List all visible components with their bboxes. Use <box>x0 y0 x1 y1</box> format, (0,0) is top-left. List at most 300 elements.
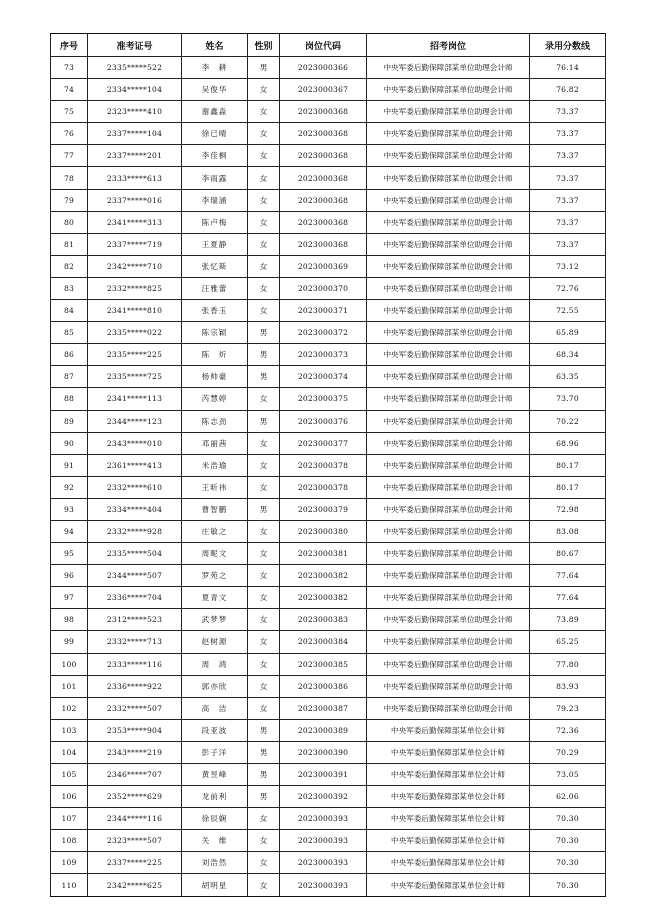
cell-post-code: 2023000371 <box>280 300 367 322</box>
cell-post-code: 2023000393 <box>280 830 367 852</box>
cell-score: 73.05 <box>530 764 606 786</box>
cell-post-code: 2023000387 <box>280 697 367 719</box>
cell-score: 80.17 <box>530 476 606 498</box>
cell-score: 70.30 <box>530 852 606 874</box>
header-ticket-number: 准考证号 <box>88 34 182 57</box>
header-serial-number: 序号 <box>51 34 88 57</box>
table-row <box>51 233 606 255</box>
cell-gender: 男 <box>248 719 280 741</box>
cell-score: 77.64 <box>530 565 606 587</box>
cell-name: 徐已晴 <box>182 123 248 145</box>
cell-post-code: 2023000379 <box>280 498 367 520</box>
cell-post-code: 2023000375 <box>280 388 367 410</box>
cell-ticket-number: 2353*****904 <box>88 719 182 741</box>
cell-post: 中央军委后勤保障部某单位助理会计师 <box>367 476 530 498</box>
cell-name: 谢鑫淼 <box>182 101 248 123</box>
cell-ticket-number: 2335*****522 <box>88 57 182 79</box>
table-row <box>51 609 606 631</box>
cell-name: 李雨露 <box>182 167 248 189</box>
cell-post: 中央军委后勤保障部某单位助理会计师 <box>367 587 530 609</box>
header-gender: 性别 <box>248 34 280 57</box>
table-row <box>51 388 606 410</box>
cell-name: 米浩瑜 <box>182 454 248 476</box>
table-row <box>51 322 606 344</box>
cell-name: 龙前利 <box>182 786 248 808</box>
cell-score: 63.35 <box>530 366 606 388</box>
cell-post-code: 2023000368 <box>280 167 367 189</box>
cell-post-code: 2023000367 <box>280 79 367 101</box>
cell-post-code: 2023000378 <box>280 476 367 498</box>
cell-post: 中央军委后勤保障部某单位助理会计师 <box>367 520 530 542</box>
cell-serial-number: 79 <box>51 189 88 211</box>
cell-ticket-number: 2323*****410 <box>88 101 182 123</box>
table-row <box>51 300 606 322</box>
table-header <box>51 34 606 57</box>
cell-serial-number: 85 <box>51 322 88 344</box>
cell-post-code: 2023000368 <box>280 189 367 211</box>
cell-post-code: 2023000380 <box>280 520 367 542</box>
cell-gender: 女 <box>248 852 280 874</box>
table-row <box>51 764 606 786</box>
cell-serial-number: 86 <box>51 344 88 366</box>
cell-ticket-number: 2336*****704 <box>88 587 182 609</box>
cell-ticket-number: 2341*****113 <box>88 388 182 410</box>
cell-score: 80.67 <box>530 543 606 565</box>
header-name: 姓名 <box>182 34 248 57</box>
cell-score: 72.55 <box>530 300 606 322</box>
cell-name: 杨帅豪 <box>182 366 248 388</box>
cell-name: 邓丽茜 <box>182 432 248 454</box>
cell-ticket-number: 2341*****313 <box>88 211 182 233</box>
cell-serial-number: 89 <box>51 410 88 432</box>
cell-ticket-number: 2332*****713 <box>88 631 182 653</box>
cell-serial-number: 75 <box>51 101 88 123</box>
header-row <box>51 34 606 57</box>
cell-score: 65.89 <box>530 322 606 344</box>
cell-serial-number: 109 <box>51 852 88 874</box>
cell-post: 中央军委后勤保障部某单位会计师 <box>367 852 530 874</box>
cell-serial-number: 101 <box>51 675 88 697</box>
cell-post-code: 2023000393 <box>280 852 367 874</box>
cell-post-code: 2023000386 <box>280 675 367 697</box>
cell-name: 周 鸿 <box>182 653 248 675</box>
header-post-code: 岗位代码 <box>280 34 367 57</box>
table-row <box>51 852 606 874</box>
cell-name: 赵树源 <box>182 631 248 653</box>
cell-name: 陈 炘 <box>182 344 248 366</box>
cell-post: 中央军委后勤保障部某单位会计师 <box>367 786 530 808</box>
cell-name: 王夏静 <box>182 233 248 255</box>
cell-post: 中央军委后勤保障部某单位会计师 <box>367 741 530 763</box>
cell-serial-number: 74 <box>51 79 88 101</box>
cell-serial-number: 87 <box>51 366 88 388</box>
cell-post: 中央军委后勤保障部某单位助理会计师 <box>367 189 530 211</box>
cell-ticket-number: 2346*****707 <box>88 764 182 786</box>
cell-post: 中央军委后勤保障部某单位助理会计师 <box>367 322 530 344</box>
cell-name: 曹智鹏 <box>182 498 248 520</box>
cell-serial-number: 82 <box>51 255 88 277</box>
cell-name: 李 耕 <box>182 57 248 79</box>
cell-name: 王昕祎 <box>182 476 248 498</box>
cell-post-code: 2023000368 <box>280 123 367 145</box>
cell-post: 中央军委后勤保障部某单位助理会计师 <box>367 675 530 697</box>
cell-serial-number: 78 <box>51 167 88 189</box>
cell-gender: 女 <box>248 520 280 542</box>
cell-gender: 男 <box>248 786 280 808</box>
cell-post-code: 2023000390 <box>280 741 367 763</box>
cell-ticket-number: 2337*****719 <box>88 233 182 255</box>
cell-score: 80.17 <box>530 454 606 476</box>
cell-ticket-number: 2335*****725 <box>88 366 182 388</box>
table-row <box>51 432 606 454</box>
cell-score: 77.80 <box>530 653 606 675</box>
cell-score: 70.30 <box>530 874 606 896</box>
cell-gender: 男 <box>248 741 280 763</box>
cell-score: 68.96 <box>530 432 606 454</box>
cell-gender: 女 <box>248 808 280 830</box>
cell-gender: 女 <box>248 543 280 565</box>
cell-post: 中央军委后勤保障部某单位助理会计师 <box>367 277 530 299</box>
table-row <box>51 145 606 167</box>
cell-post-code: 2023000382 <box>280 565 367 587</box>
cell-serial-number: 107 <box>51 808 88 830</box>
cell-ticket-number: 2344*****116 <box>88 808 182 830</box>
cell-ticket-number: 2352*****629 <box>88 786 182 808</box>
cell-post: 中央军委后勤保障部某单位会计师 <box>367 764 530 786</box>
cell-serial-number: 81 <box>51 233 88 255</box>
cell-name: 刘浩然 <box>182 852 248 874</box>
cell-score: 73.37 <box>530 145 606 167</box>
cell-score: 73.37 <box>530 233 606 255</box>
cell-score: 73.12 <box>530 255 606 277</box>
cell-serial-number: 91 <box>51 454 88 476</box>
cell-post-code: 2023000370 <box>280 277 367 299</box>
cell-score: 70.30 <box>530 830 606 852</box>
cell-post: 中央军委后勤保障部某单位助理会计师 <box>367 233 530 255</box>
cell-name: 夏青文 <box>182 587 248 609</box>
cell-serial-number: 84 <box>51 300 88 322</box>
cell-gender: 女 <box>248 255 280 277</box>
cell-name: 张忆斯 <box>182 255 248 277</box>
cell-gender: 女 <box>248 874 280 896</box>
cell-ticket-number: 2332*****928 <box>88 520 182 542</box>
cell-gender: 女 <box>248 565 280 587</box>
cell-post: 中央军委后勤保障部某单位助理会计师 <box>367 79 530 101</box>
cell-ticket-number: 2336*****922 <box>88 675 182 697</box>
cell-post-code: 2023000372 <box>280 322 367 344</box>
cell-serial-number: 110 <box>51 874 88 896</box>
cell-score: 73.37 <box>530 211 606 233</box>
cell-gender: 女 <box>248 145 280 167</box>
cell-post: 中央军委后勤保障部某单位助理会计师 <box>367 498 530 520</box>
cell-name: 陈卢梅 <box>182 211 248 233</box>
cell-ticket-number: 2342*****625 <box>88 874 182 896</box>
cell-gender: 女 <box>248 476 280 498</box>
table-row <box>51 631 606 653</box>
cell-ticket-number: 2334*****104 <box>88 79 182 101</box>
cell-gender: 女 <box>248 653 280 675</box>
table-row <box>51 57 606 79</box>
table-row <box>51 255 606 277</box>
table-row <box>51 741 606 763</box>
cell-post: 中央军委后勤保障部某单位会计师 <box>367 830 530 852</box>
header-score: 录用分数线 <box>530 34 606 57</box>
cell-post: 中央军委后勤保障部某单位助理会计师 <box>367 300 530 322</box>
cell-serial-number: 100 <box>51 653 88 675</box>
cell-ticket-number: 2341*****810 <box>88 300 182 322</box>
cell-score: 73.37 <box>530 101 606 123</box>
cell-score: 72.98 <box>530 498 606 520</box>
cell-post-code: 2023000368 <box>280 233 367 255</box>
cell-name: 汪雅蕾 <box>182 277 248 299</box>
cell-post: 中央军委后勤保障部某单位助理会计师 <box>367 211 530 233</box>
cell-gender: 女 <box>248 631 280 653</box>
cell-post-code: 2023000385 <box>280 653 367 675</box>
cell-post: 中央军委后勤保障部某单位助理会计师 <box>367 123 530 145</box>
cell-serial-number: 97 <box>51 587 88 609</box>
cell-post: 中央军委后勤保障部某单位助理会计师 <box>367 167 530 189</box>
cell-post: 中央军委后勤保障部某单位会计师 <box>367 874 530 896</box>
cell-gender: 女 <box>248 211 280 233</box>
results-sheet <box>50 33 605 897</box>
cell-ticket-number: 2332*****507 <box>88 697 182 719</box>
cell-score: 73.37 <box>530 123 606 145</box>
table-row <box>51 719 606 741</box>
cell-serial-number: 102 <box>51 697 88 719</box>
cell-post-code: 2023000391 <box>280 764 367 786</box>
table-row <box>51 653 606 675</box>
table-row <box>51 830 606 852</box>
cell-gender: 男 <box>248 57 280 79</box>
cell-name: 吴俊华 <box>182 79 248 101</box>
cell-post-code: 2023000373 <box>280 344 367 366</box>
cell-name: 郭亦欣 <box>182 675 248 697</box>
cell-score: 73.70 <box>530 388 606 410</box>
cell-post: 中央军委后勤保障部某单位助理会计师 <box>367 145 530 167</box>
cell-gender: 男 <box>248 344 280 366</box>
cell-name: 张香玉 <box>182 300 248 322</box>
cell-gender: 男 <box>248 498 280 520</box>
cell-gender: 女 <box>248 79 280 101</box>
cell-serial-number: 98 <box>51 609 88 631</box>
cell-gender: 女 <box>248 697 280 719</box>
cell-name: 关 维 <box>182 830 248 852</box>
cell-ticket-number: 2343*****010 <box>88 432 182 454</box>
cell-serial-number: 103 <box>51 719 88 741</box>
cell-ticket-number: 2333*****116 <box>88 653 182 675</box>
cell-gender: 女 <box>248 300 280 322</box>
cell-score: 73.89 <box>530 609 606 631</box>
cell-post-code: 2023000378 <box>280 454 367 476</box>
cell-name: 胡明星 <box>182 874 248 896</box>
cell-post-code: 2023000368 <box>280 211 367 233</box>
cell-score: 72.36 <box>530 719 606 741</box>
cell-score: 76.14 <box>530 57 606 79</box>
cell-post: 中央军委后勤保障部某单位助理会计师 <box>367 366 530 388</box>
cell-serial-number: 95 <box>51 543 88 565</box>
cell-ticket-number: 2333*****613 <box>88 167 182 189</box>
cell-gender: 女 <box>248 123 280 145</box>
table-row <box>51 565 606 587</box>
cell-gender: 女 <box>248 454 280 476</box>
cell-score: 73.37 <box>530 167 606 189</box>
cell-post-code: 2023000376 <box>280 410 367 432</box>
table-row <box>51 697 606 719</box>
cell-ticket-number: 2337*****225 <box>88 852 182 874</box>
cell-gender: 女 <box>248 167 280 189</box>
cell-post-code: 2023000393 <box>280 808 367 830</box>
cell-post-code: 2023000368 <box>280 145 367 167</box>
table-row <box>51 520 606 542</box>
table-row <box>51 454 606 476</box>
cell-ticket-number: 2343*****219 <box>88 741 182 763</box>
cell-ticket-number: 2332*****825 <box>88 277 182 299</box>
cell-gender: 女 <box>248 233 280 255</box>
cell-ticket-number: 2335*****022 <box>88 322 182 344</box>
table-row <box>51 366 606 388</box>
table-row <box>51 476 606 498</box>
cell-gender: 女 <box>248 388 280 410</box>
cell-serial-number: 99 <box>51 631 88 653</box>
cell-gender: 女 <box>248 587 280 609</box>
cell-serial-number: 83 <box>51 277 88 299</box>
cell-gender: 女 <box>248 675 280 697</box>
table-row <box>51 786 606 808</box>
cell-post-code: 2023000384 <box>280 631 367 653</box>
table-row <box>51 543 606 565</box>
table-row <box>51 101 606 123</box>
cell-name: 芮慧婷 <box>182 388 248 410</box>
cell-ticket-number: 2337*****016 <box>88 189 182 211</box>
cell-name: 段亚波 <box>182 719 248 741</box>
cell-ticket-number: 2342*****710 <box>88 255 182 277</box>
cell-post: 中央军委后勤保障部某单位助理会计师 <box>367 565 530 587</box>
cell-name: 黄昱峰 <box>182 764 248 786</box>
cell-serial-number: 92 <box>51 476 88 498</box>
cell-serial-number: 90 <box>51 432 88 454</box>
table-row <box>51 675 606 697</box>
cell-score: 79.23 <box>530 697 606 719</box>
cell-post-code: 2023000374 <box>280 366 367 388</box>
cell-serial-number: 94 <box>51 520 88 542</box>
cell-score: 77.64 <box>530 587 606 609</box>
cell-gender: 女 <box>248 101 280 123</box>
cell-post: 中央军委后勤保障部某单位助理会计师 <box>367 697 530 719</box>
table-row <box>51 410 606 432</box>
cell-post-code: 2023000368 <box>280 101 367 123</box>
cell-post-code: 2023000392 <box>280 786 367 808</box>
cell-ticket-number: 2335*****504 <box>88 543 182 565</box>
cell-name: 彭子洋 <box>182 741 248 763</box>
cell-serial-number: 96 <box>51 565 88 587</box>
header-post: 招考岗位 <box>367 34 530 57</box>
cell-gender: 男 <box>248 322 280 344</box>
cell-gender: 男 <box>248 410 280 432</box>
cell-gender: 女 <box>248 830 280 852</box>
table-body <box>51 57 606 897</box>
cell-name: 高 洁 <box>182 697 248 719</box>
cell-score: 83.93 <box>530 675 606 697</box>
cell-ticket-number: 2323*****507 <box>88 830 182 852</box>
cell-post: 中央军委后勤保障部某单位助理会计师 <box>367 543 530 565</box>
cell-ticket-number: 2332*****610 <box>88 476 182 498</box>
cell-post: 中央军委后勤保障部某单位助理会计师 <box>367 631 530 653</box>
table-row <box>51 123 606 145</box>
cell-post-code: 2023000389 <box>280 719 367 741</box>
cell-name: 罗苑之 <box>182 565 248 587</box>
table-row <box>51 189 606 211</box>
admission-score-table <box>50 33 606 897</box>
cell-ticket-number: 2334*****404 <box>88 498 182 520</box>
cell-gender: 男 <box>248 366 280 388</box>
cell-post-code: 2023000393 <box>280 874 367 896</box>
cell-ticket-number: 2344*****123 <box>88 410 182 432</box>
cell-ticket-number: 2335*****225 <box>88 344 182 366</box>
table-row <box>51 211 606 233</box>
cell-name: 李瑞涵 <box>182 189 248 211</box>
cell-ticket-number: 2312*****523 <box>88 609 182 631</box>
cell-post: 中央军委后勤保障部某单位助理会计师 <box>367 101 530 123</box>
cell-post: 中央军委后勤保障部某单位助理会计师 <box>367 609 530 631</box>
cell-name: 徐辰娴 <box>182 808 248 830</box>
cell-serial-number: 108 <box>51 830 88 852</box>
cell-post: 中央军委后勤保障部某单位助理会计师 <box>367 410 530 432</box>
cell-post: 中央军委后勤保障部某单位助理会计师 <box>367 653 530 675</box>
cell-post: 中央军委后勤保障部某单位助理会计师 <box>367 57 530 79</box>
cell-post: 中央军委后勤保障部某单位助理会计师 <box>367 432 530 454</box>
cell-name: 庄敏之 <box>182 520 248 542</box>
cell-post: 中央军委后勤保障部某单位助理会计师 <box>367 255 530 277</box>
cell-serial-number: 93 <box>51 498 88 520</box>
cell-score: 62.06 <box>530 786 606 808</box>
table-row <box>51 167 606 189</box>
cell-serial-number: 106 <box>51 786 88 808</box>
cell-post: 中央军委后勤保障部某单位助理会计师 <box>367 454 530 476</box>
cell-post-code: 2023000381 <box>280 543 367 565</box>
cell-name: 李佳桐 <box>182 145 248 167</box>
cell-name: 周昵文 <box>182 543 248 565</box>
cell-gender: 男 <box>248 764 280 786</box>
cell-serial-number: 80 <box>51 211 88 233</box>
cell-name: 武梦梦 <box>182 609 248 631</box>
table-row <box>51 498 606 520</box>
cell-serial-number: 77 <box>51 145 88 167</box>
cell-score: 70.30 <box>530 808 606 830</box>
table-row <box>51 874 606 896</box>
cell-score: 76.82 <box>530 79 606 101</box>
cell-score: 68.34 <box>530 344 606 366</box>
table-row <box>51 79 606 101</box>
table-row <box>51 808 606 830</box>
cell-score: 70.22 <box>530 410 606 432</box>
cell-score: 73.37 <box>530 189 606 211</box>
cell-post: 中央军委后勤保障部某单位助理会计师 <box>367 388 530 410</box>
cell-score: 83.08 <box>530 520 606 542</box>
cell-name: 陈宗颖 <box>182 322 248 344</box>
cell-score: 70.29 <box>530 741 606 763</box>
table-row <box>51 587 606 609</box>
cell-serial-number: 88 <box>51 388 88 410</box>
cell-ticket-number: 2344*****507 <box>88 565 182 587</box>
cell-serial-number: 76 <box>51 123 88 145</box>
table-row <box>51 344 606 366</box>
cell-post-code: 2023000377 <box>280 432 367 454</box>
cell-post-code: 2023000366 <box>280 57 367 79</box>
cell-ticket-number: 2337*****104 <box>88 123 182 145</box>
cell-post-code: 2023000382 <box>280 587 367 609</box>
cell-gender: 女 <box>248 609 280 631</box>
cell-serial-number: 73 <box>51 57 88 79</box>
